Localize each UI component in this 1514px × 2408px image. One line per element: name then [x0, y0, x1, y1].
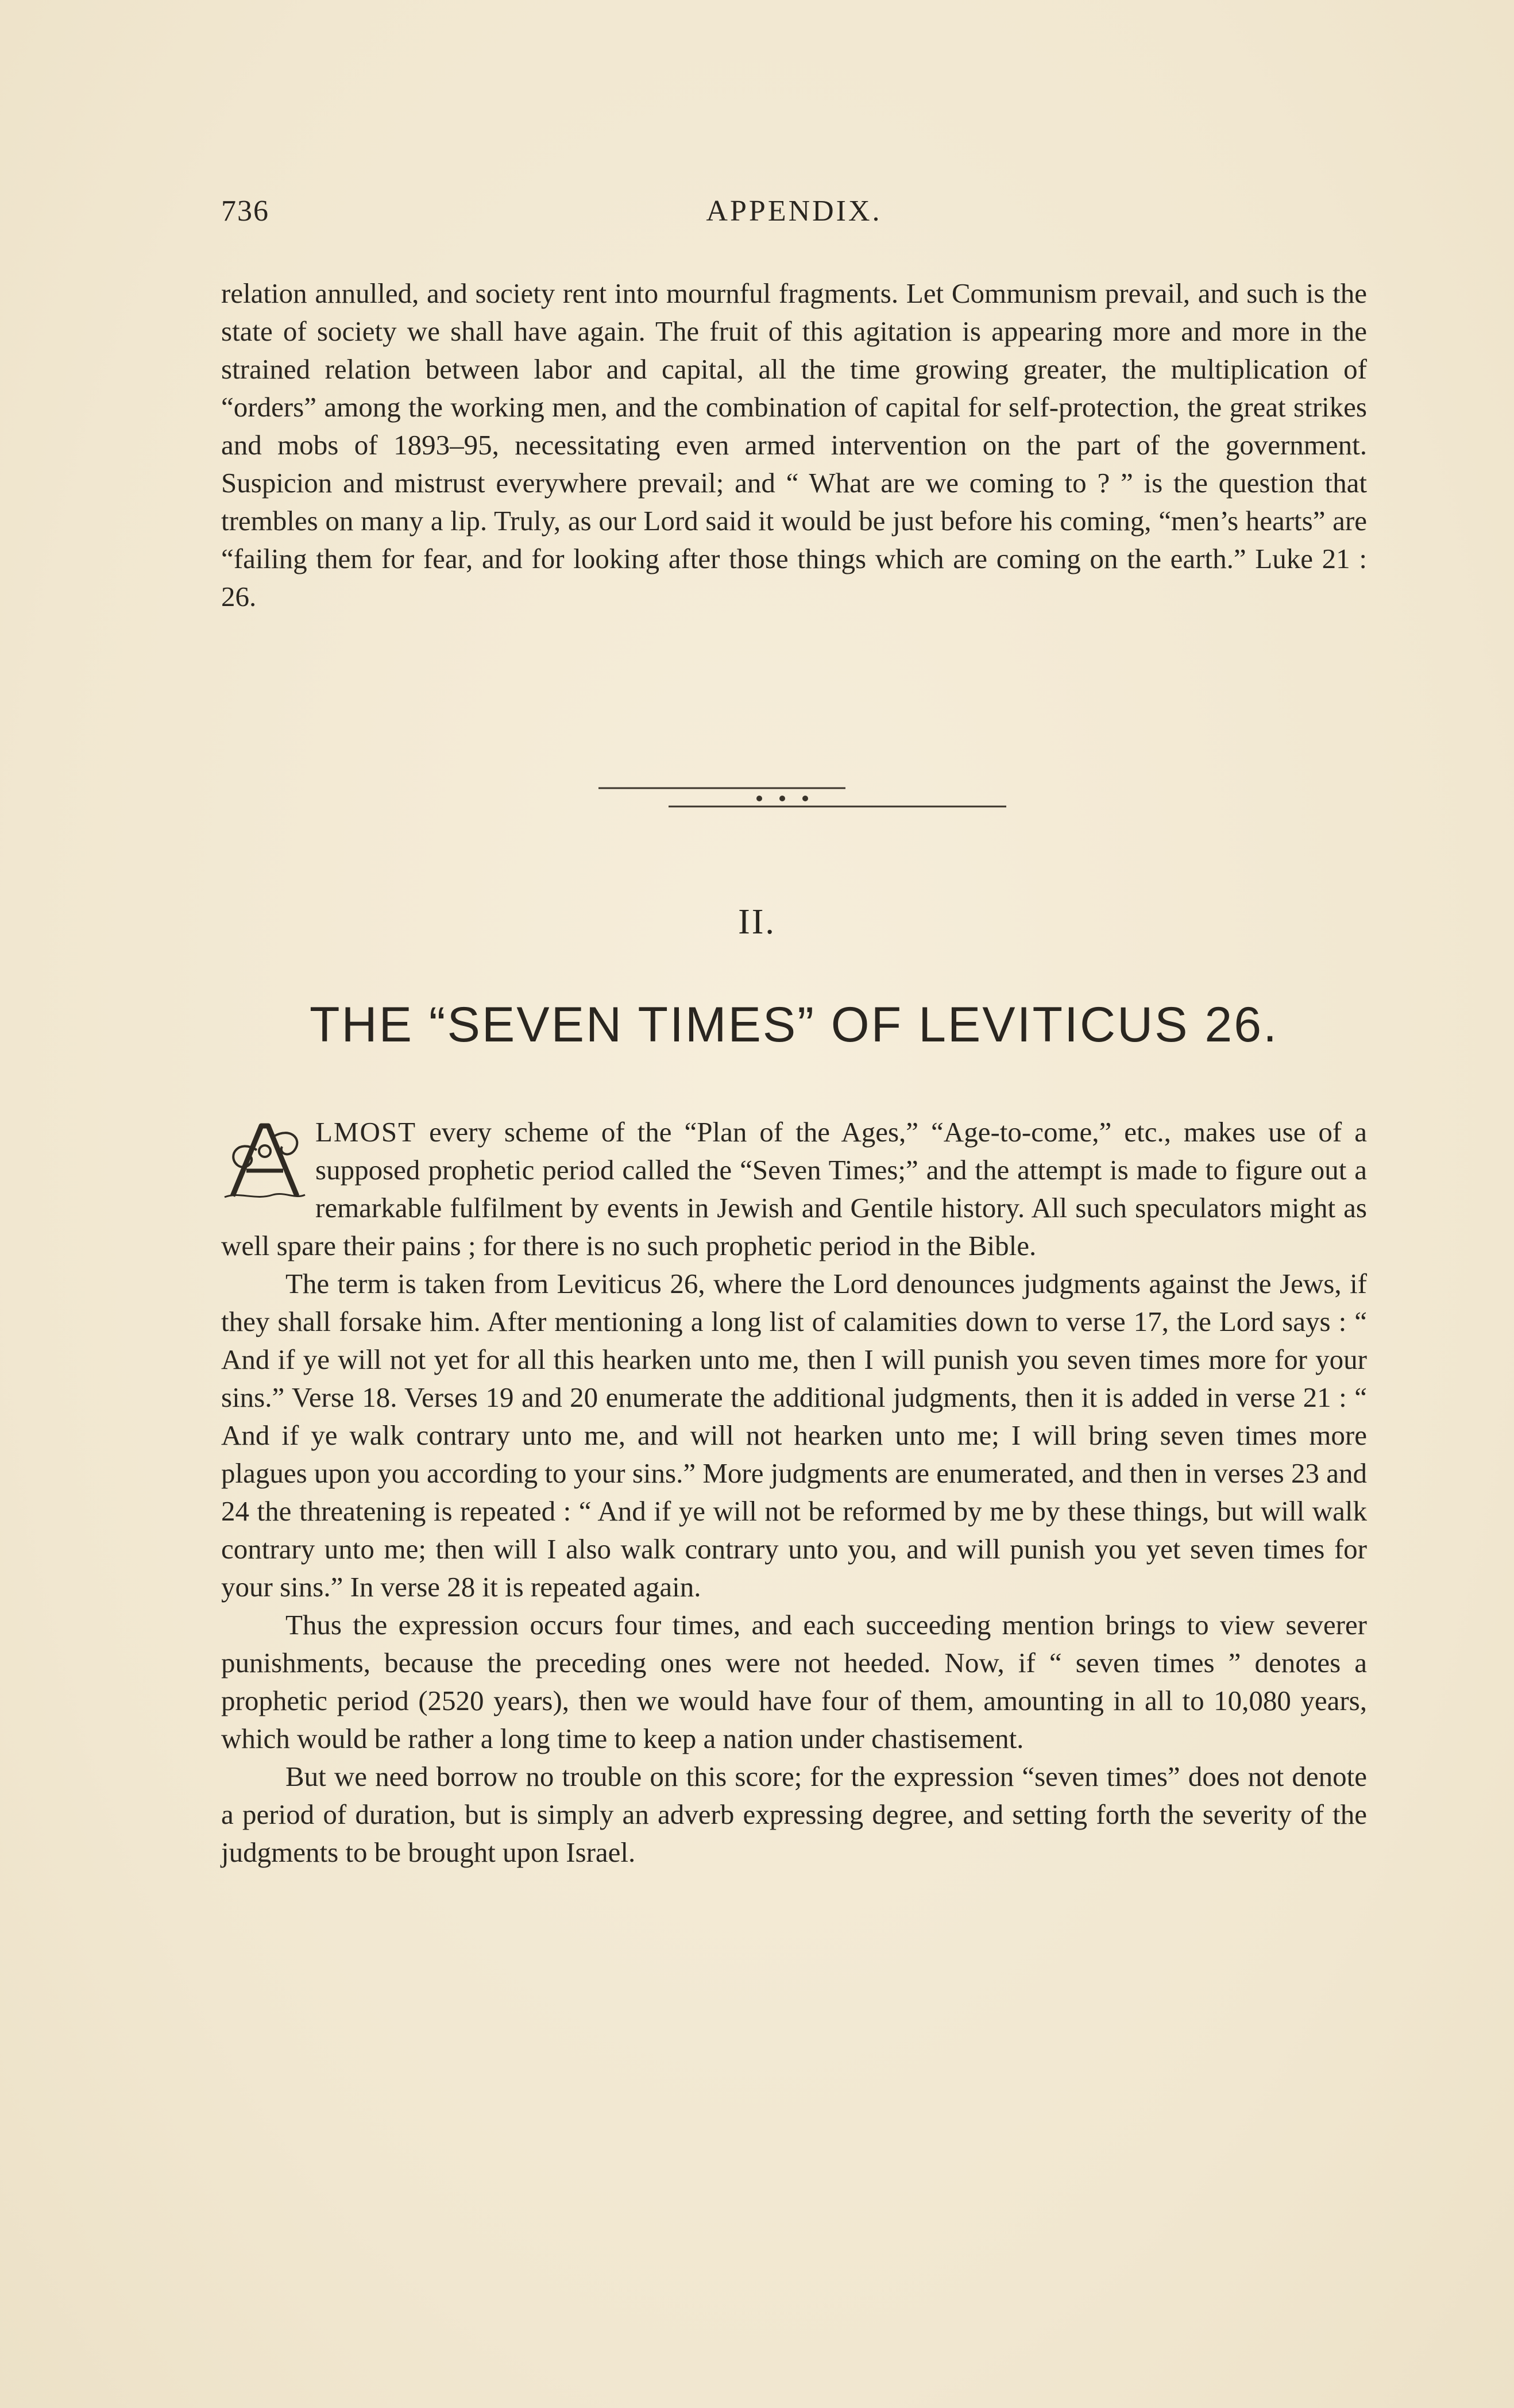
- continued-paragraph: relation annulled, and society rent into mournful fragments. Let Communism prevail, and such is the state of society we shall have again. The fruit of this agitation is appearing more and more in the strained relation between labor and capital, all the time growing greater, the multiplication of “orders” among the working men, and the combination of capital for self-protection, the great strikes and mobs of 1893–95, necessitating even armed intervention on the part of the government. Suspicion and mistrust everywhere prevail; and “ What are we coming to ? ” is the question that trembles on many a lip. Truly, as our Lord said it would be just before his coming, “men’s hearts” are “failing them for fear, and for looking after those things which are coming on the earth.” Luke 21 : 26.: [221, 277, 1367, 612]
- section-paragraph-2: The term is taken from Leviticus 26, where the Lord denounces judgments against the Jews, if they shall forsake him. After mentioning a long list of calamities down to verse 17, the Lord says : “ And if ye will not yet for all this hearken unto me, then I will punish you seven times more for your sins.” Verse 18. Verses 19 and 20 enumerate the additional judgments, then it is added in verse 21 : “ And if ye walk contrary unto me, and will not hearken unto me; I will bring seven times more plagues upon you according to your sins.” More judgments are enumerated, and then in verses 23 and 24 the threatening is repeated : “ And if ye will not be reformed by me by these things, but will walk contrary unto me; then will I also walk contrary unto you, and will punish you yet seven times for your sins.” In verse 28 it is repeated again.: [221, 1268, 1367, 1603]
- section-title: THE “SEVEN TIMES” OF LEVITICUS 26.: [310, 997, 1279, 1052]
- section-paragraph-4: But we need borrow no trouble on this score; for the expression “seven times” does not denote a period of duration, but is simply an adverb expressing degree, and setting forth the severity of the judgments to be brought upon Israel.: [221, 1761, 1367, 1868]
- section-body: [221, 1113, 1367, 1871]
- divider-dot: [779, 796, 785, 801]
- running-head-title: APPENDIX.: [706, 195, 882, 227]
- section-paragraph-1: [221, 1113, 1367, 1265]
- paragraph-1-text: every scheme of the “Plan of the Ages,” “Age-to-come,” etc., makes use of a supposed prophetic period called the “Seven Times;” and the attempt is made to figure out a remarkable fulfilment by events in Jewish and Gentile history. All such speculators might as well spare their pains ; for there is no such prophetic period in the Bible.: [221, 1116, 1367, 1261]
- section-number: II.: [738, 902, 776, 941]
- continued-text-block: [221, 275, 1367, 616]
- drop-cap-ornament-icon: [221, 1116, 307, 1202]
- divider-dot: [802, 796, 808, 801]
- section-paragraph-3: Thus the expression occurs four times, and each succeeding mention brings to view severer punishments, because the preceding ones were not heeded. Now, if “ seven times ” denotes a prophetic period (2520 years), then we would have four of them, amounting in all to 10,080 years, which would be rather a long time to keep a nation under chastisement.: [221, 1609, 1367, 1754]
- divider-dot: [756, 796, 762, 801]
- ornamental-drop-cap: [221, 1116, 307, 1202]
- running-head: [221, 194, 1367, 240]
- section-divider-ornament: [0, 781, 1514, 816]
- opening-small-caps: LMOST: [315, 1116, 417, 1148]
- page-number: 736: [221, 195, 269, 227]
